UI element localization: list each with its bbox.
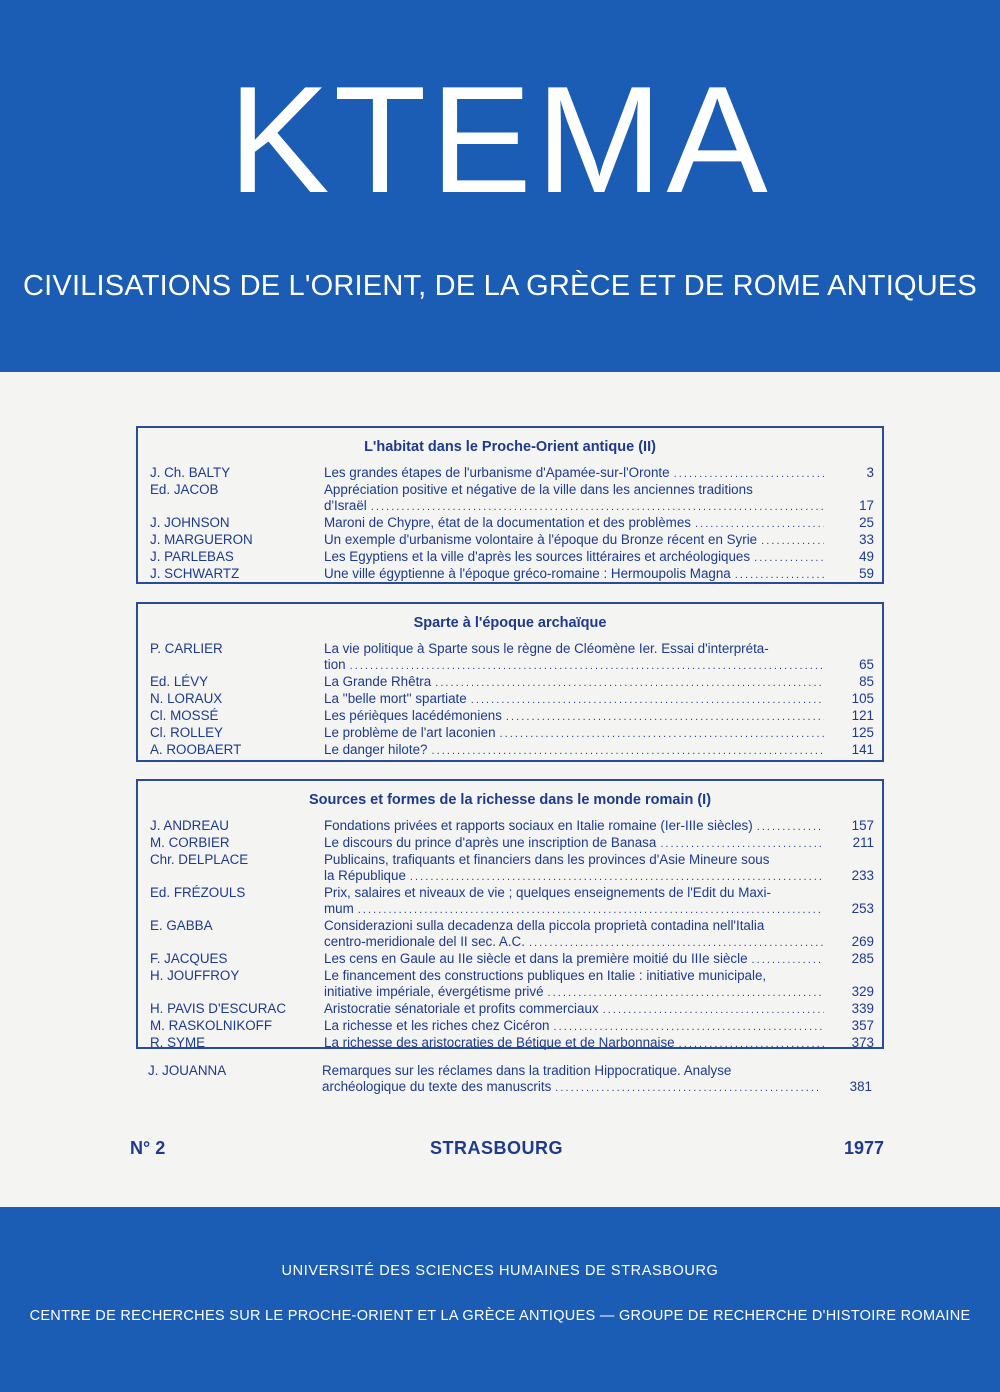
entry-title-line: La richesse et les riches chez Cicéron . . .: [324, 1018, 828, 1035]
entry-title: [324, 1001, 828, 1018]
section-box-1: [136, 426, 884, 584]
entry-author: J. Ch. BALTY: [150, 465, 231, 480]
entry-page: 85: [859, 674, 874, 689]
university-name: UNIVERSITÉ DES SCIENCES HUMAINES DE STRASBOURG: [281, 1263, 719, 1279]
entry-page: 59: [859, 566, 874, 581]
entry-title-line: Le problème de l'art laconien . . .: [324, 725, 828, 742]
entry-page: 381: [849, 1079, 872, 1094]
toc-list: [138, 818, 882, 1052]
entry-title-line: Prix, salaires et niveaux de vie ; quelques enseignements de l'Edit du Maxi-: [324, 885, 771, 900]
entry-title-line: Fondations privées et rapports sociaux en Italie romaine (Ier-IIIe siècles) . . .: [324, 818, 828, 835]
research-centre: CENTRE DE RECHERCHES SUR LE PROCHE-ORIENT ET LA GRÈCE ANTIQUES — GROUPE DE RECHERCHE D'HISTOIRE ROMAINE: [29, 1308, 971, 1324]
toc-list: [138, 641, 882, 759]
entry-author: Chr. DELPLACE: [150, 852, 249, 867]
entry-title-line: Le danger hilote? . . .: [324, 742, 828, 759]
entry-author: A. ROOBAERT: [150, 742, 242, 757]
entry-page: 233: [851, 868, 874, 883]
entry-author: F. JACQUES: [150, 951, 228, 966]
entry-page: 141: [851, 742, 874, 757]
entry-page: 357: [851, 1018, 874, 1033]
entry-author: M. CORBIER: [150, 835, 230, 850]
entry-page: 65: [859, 657, 874, 672]
entry-title-line: la République . . .: [324, 868, 828, 885]
entry-title: [324, 515, 828, 532]
journal-title: KTEMA: [228, 55, 772, 225]
toc-entry: [150, 852, 882, 885]
entry-title-line: La richesse des aristocraties de Bétique et de Narbonnaise . . .: [324, 1035, 828, 1052]
toc-entry: [148, 1063, 872, 1096]
toc-entry: [150, 725, 882, 742]
toc-entry: [150, 708, 882, 725]
entry-title: [324, 835, 828, 852]
entry-title: [324, 742, 828, 759]
entry-author: P. CARLIER: [150, 641, 223, 656]
entry-title-line: d'Israël . . .: [324, 498, 828, 515]
entry-page: 33: [859, 532, 874, 547]
entry-title-line: Appréciation positive et négative de la ville dans les anciennes traditions: [324, 482, 753, 497]
entry-title: [324, 465, 828, 482]
entry-page: 373: [851, 1035, 874, 1050]
entry-page: 3: [866, 465, 874, 480]
entry-title-line: centro-meridionale del II sec. A.C. . . .: [324, 934, 828, 951]
entry-title: [324, 549, 828, 566]
section-title: L'habitat dans le Proche-Orient antique (II): [364, 439, 656, 455]
entry-author: J. JOHNSON: [150, 515, 230, 530]
entry-title: [324, 482, 828, 515]
entry-author: M. RASKOLNIKOFF: [150, 1018, 273, 1033]
entry-page: 25: [859, 515, 874, 530]
toc-entry: [150, 482, 882, 515]
section-box-3: [136, 779, 884, 1049]
entry-title-line: Un exemple d'urbanisme volontaire à l'époque du Bronze récent en Syrie . . .: [324, 532, 828, 549]
entry-author: J. SCHWARTZ: [150, 566, 240, 581]
entry-author: N. LORAUX: [150, 691, 223, 706]
toc-entry: [150, 566, 882, 583]
entry-title: [324, 951, 828, 968]
toc-entry: [150, 532, 882, 549]
entry-title: [322, 1063, 826, 1096]
entry-page: 253: [851, 901, 874, 916]
entry-title-line: Les cens en Gaule au IIe siècle et dans la première moitié du IIIe siècle . . .: [324, 951, 828, 968]
issue-line: [130, 1138, 884, 1158]
entry-author: J. ANDREAU: [150, 818, 229, 833]
section-box-2: [136, 602, 884, 762]
entry-title: [324, 725, 828, 742]
entry-title: [324, 674, 828, 691]
entry-title: [324, 852, 828, 885]
toc-entry: [150, 951, 882, 968]
section-title: Sparte à l'époque archaïque: [413, 615, 607, 631]
entry-title-line: Aristocratie sénatoriale et profits commerciaux . . .: [324, 1001, 828, 1018]
toc-entry: [150, 1001, 882, 1018]
toc-entry: [150, 465, 882, 482]
toc-entry: [150, 968, 882, 1001]
toc-entry: [150, 885, 882, 918]
entry-title-line: Le financement des constructions publiques en Italie : initiative municipale,: [324, 968, 767, 983]
entry-author: H. PAVIS D'ESCURAC: [150, 1001, 286, 1016]
entry-author: Ed. LÉVY: [150, 674, 209, 689]
entry-author: J. PARLEBAS: [150, 549, 234, 564]
entry-title-line: Considerazioni sulla decadenza della piccola proprietà contadina nell'Italia: [324, 918, 765, 933]
entry-title: [324, 1035, 828, 1052]
toc-entry: [150, 742, 882, 759]
entry-author: Cl. MOSSÉ: [150, 708, 219, 723]
toc-entry: [150, 641, 882, 674]
issue-number: N° 2: [130, 1138, 166, 1158]
toc-entry: [150, 918, 882, 951]
entry-title-line: Les grandes étapes de l'urbanisme d'Apamée-sur-l'Oronte . . .: [324, 465, 828, 482]
entry-page: 105: [851, 691, 874, 706]
entry-title: [324, 1018, 828, 1035]
entry-title: [324, 968, 828, 1001]
entry-page: 49: [859, 549, 874, 564]
entry-page: 285: [851, 951, 874, 966]
entry-author: J. JOUANNA: [148, 1063, 227, 1078]
footer-band: [0, 1207, 1000, 1392]
entry-title: [324, 641, 828, 674]
entry-page: 125: [851, 725, 874, 740]
entry-title-line: initiative impériale, évergétisme privé . . .: [324, 984, 828, 1001]
issue-city: STRASBOURG: [430, 1138, 564, 1158]
journal-subtitle: CIVILISATIONS DE L'ORIENT, DE LA GRÈCE ET DE ROME ANTIQUES: [23, 270, 977, 302]
entry-page: 339: [851, 1001, 874, 1016]
toc-list: [138, 465, 882, 583]
entry-title-line: Remarques sur les réclames dans la tradition Hippocratique. Analyse: [322, 1063, 732, 1078]
toc-entry: [150, 1035, 882, 1052]
toc-entry: [150, 835, 882, 852]
entry-title-line: Le discours du prince d'après une inscription de Banasa . . .: [324, 835, 828, 852]
entry-page: 269: [851, 934, 874, 949]
toc-entry: [150, 818, 882, 835]
entry-title: [324, 566, 828, 583]
toc-entry: [150, 691, 882, 708]
entry-title: [324, 818, 828, 835]
section-title: Sources et formes de la richesse dans le monde romain (I): [308, 792, 712, 808]
entry-title-line: Les Egyptiens et la ville d'après les sources littéraires et archéologiques . . .: [324, 549, 828, 566]
entry-page: 157: [851, 818, 874, 833]
entry-author: J. MARGUERON: [150, 532, 253, 547]
entry-title-line: La Grande Rhêtra . . .: [324, 674, 828, 691]
entry-title: [324, 708, 828, 725]
toc-entry: [150, 1018, 882, 1035]
entry-title-line: Les périèques lacédémoniens . . .: [324, 708, 828, 725]
toc-entry: [150, 549, 882, 566]
entry-title: [324, 691, 828, 708]
issue-year: 1977: [843, 1138, 884, 1158]
entry-author: Ed. FRÉZOULS: [150, 885, 246, 900]
entry-title-line: mum . . .: [324, 901, 828, 918]
entry-page: 329: [851, 984, 874, 999]
entry-title-line: Une ville égyptienne à l'époque gréco-romaine : Hermoupolis Magna . . .: [324, 566, 828, 583]
entry-page: 211: [852, 835, 874, 850]
entry-title: [324, 532, 828, 549]
entry-title-line: La ''belle mort'' spartiate . . .: [324, 691, 828, 708]
entry-title: [324, 885, 828, 918]
entry-title-line: La vie politique à Sparte sous le règne de Cléomène Ier. Essai d'interpréta-: [324, 641, 769, 656]
entry-author: H. JOUFFROY: [150, 968, 240, 983]
extra-entry: [148, 1063, 872, 1096]
entry-author: Cl. ROLLEY: [150, 725, 223, 740]
toc-entry: [150, 674, 882, 691]
entry-title-line: Publicains, trafiquants et financiers dans les provinces d'Asie Mineure sous: [324, 852, 770, 867]
entry-title: [324, 918, 828, 951]
entry-author: Ed. JACOB: [150, 482, 219, 497]
entry-author: E. GABBA: [150, 918, 213, 933]
entry-title-line: Maroni de Chypre, état de la documentation et des problèmes . . .: [324, 515, 828, 532]
toc-entry: [150, 515, 882, 532]
entry-title-line: archéologique du texte des manuscrits . . .: [322, 1079, 826, 1096]
entry-title-line: tion . . .: [324, 657, 828, 674]
entry-author: R. SYME: [150, 1035, 206, 1050]
entry-page: 121: [851, 708, 874, 723]
entry-page: 17: [859, 498, 874, 513]
